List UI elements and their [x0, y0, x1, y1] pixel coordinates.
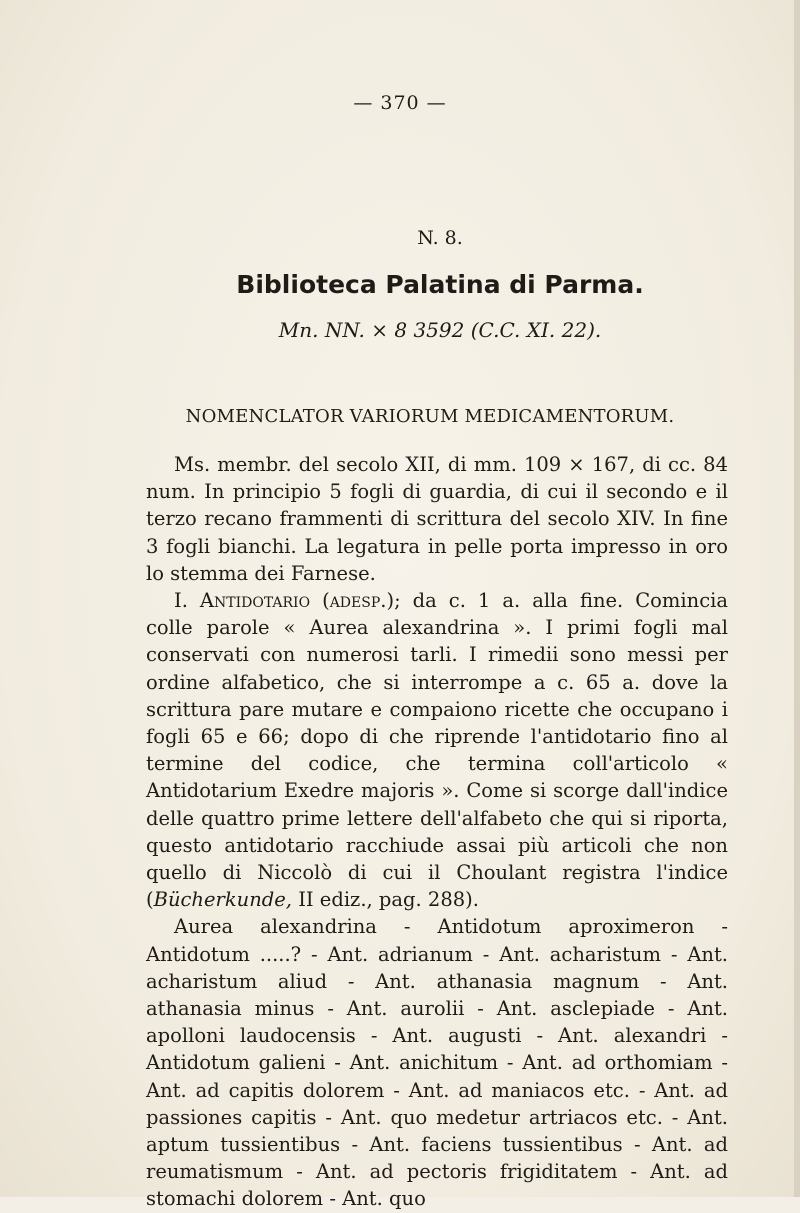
- antidotario-paragraph: [146, 587, 728, 913]
- manuscript-number: N. 8.: [417, 227, 463, 249]
- work-heading: NOMENCLATOR VARIORUM MEDICAMENTORUM.: [185, 406, 675, 427]
- page-edge-shadow: [794, 0, 800, 1197]
- description-paragraph: Ms. membr. del secolo XII, di mm. 109 × 167, di cc. 84 num. In principio 5 fogli di guardia, di cui il secondo e il terzo recano frammenti di scrittura del secolo XIV. In fine 3 fogli bianchi. La legatura in pelle porta impresso in oro lo stemma dei Farnese.: [146, 453, 728, 585]
- adesp-note: (adesp.): [322, 589, 395, 613]
- antidotario-text: ; da c. 1 a. alla fine. Comincia colle parole « Aurea alexandrina ». I primi fogli mal conservati con numerosi tarli. I rimedii sono messi per ordine alfabetico, che si interrompe a c. 65 a. dove la scrittura pare mutare e compaiono ricette che occupano i fogli 65 e 66; dopo di che riprende l'antidotario fino al termine del codice, che termina coll'articolo « Antidotarium Exedre majoris ». Come si scorge dall'indice delle quattro prime lettere dell'alfabeto che qui si riporta, questo antidotario racchiude assai più articoli che non quello di Niccolò di cui il Choulant registra l'indice (: [146, 589, 728, 912]
- section-numeral: I.: [174, 589, 200, 613]
- page-number: — 370 —: [353, 92, 447, 114]
- section-label: Antidotario: [199, 589, 311, 613]
- antidotario-text-end: II ediz., pag. 288).: [292, 888, 479, 912]
- index-paragraph: Aurea alexandrina - Antidotum aproximeron - Antidotum .....? - Ant. adrianum - Ant. acharistum - Ant. acharistum aliud - Ant. athanasia magnum - Ant. athanasia minus - Ant. aurolii - Ant. asclepiade - Ant. apolloni laudocensis - Ant. augusti - Ant. alexandri - Antidotum galieni - Ant. anichitum - Ant. ad orthomiam - Ant. ad capitis dolorem - Ant. ad maniacos etc. - Ant. ad passiones capitis - Ant. quo medetur artriacos etc. - Ant. aptum tussientibus - Ant. faciens tussientibus - Ant. ad reumatismum - Ant. ad pectoris frigiditatem - Ant. ad stomachi dolorem - Ant. quo: [146, 915, 728, 1211]
- body-text: [146, 451, 728, 1213]
- book-title: Bücherkunde,: [153, 888, 292, 912]
- library-title: Biblioteca Palatina di Parma.: [236, 270, 644, 299]
- shelfmark: Mn. NN. × 8 3592 (C.C. XI. 22).: [278, 318, 602, 342]
